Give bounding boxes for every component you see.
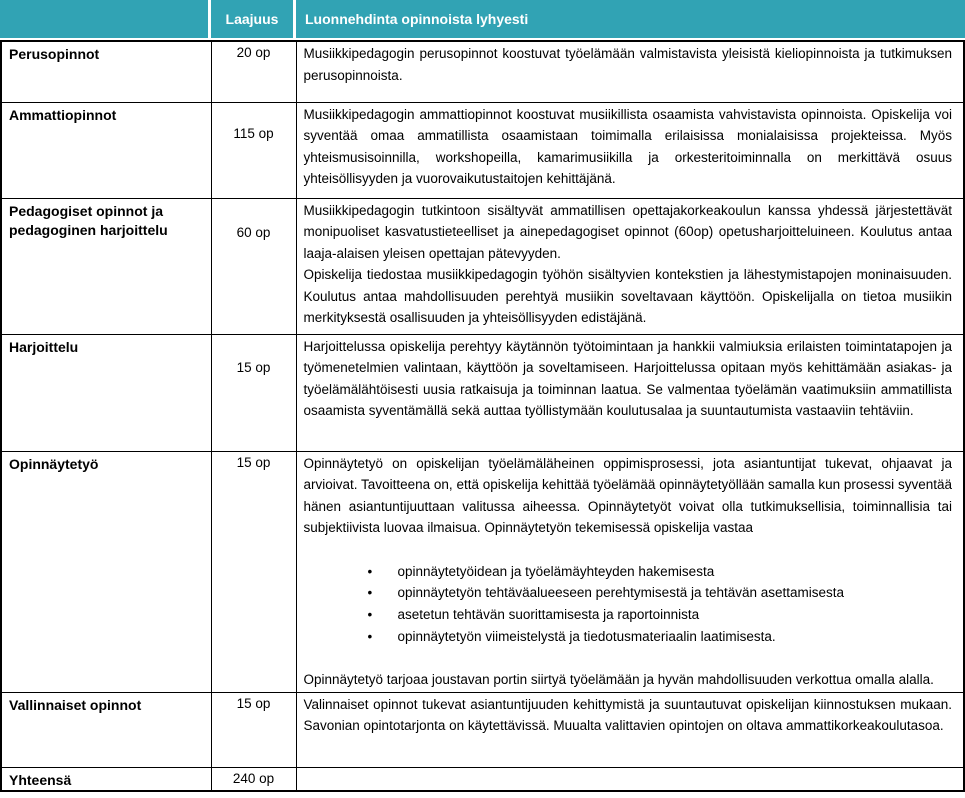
row-title: Pedagogiset opinnot ja pedagoginen harjoittelu bbox=[1, 198, 211, 334]
thesis-task-item: • asetetun tehtävän suorittamisesta ja raportoinnista bbox=[368, 604, 953, 626]
row-title: Perusopinnot bbox=[1, 41, 211, 102]
table-row-yhteensa bbox=[1, 767, 964, 791]
row-credits: 115 op bbox=[211, 102, 296, 198]
table-row-opinnaytetyo bbox=[1, 451, 964, 692]
description-paragraph: Valinnaiset opinnot tukevat asiantuntijuuden kehittymistä ja suuntautuvat opiskelijan kiinnostuksen mukaan. Savonian opintotarjonta on käytettävissä. Muualta valittavien opintojen on oltava ammattikorkeakoulutasoa. bbox=[303, 696, 952, 734]
header-cell-description: Luonnehdinta opinnoista lyhyesti bbox=[296, 0, 965, 38]
row-title: Vallinnaiset opinnot bbox=[1, 692, 211, 767]
row-credits: 15 op bbox=[211, 692, 296, 767]
row-title: Ammattiopinnot bbox=[1, 102, 211, 198]
table-header-row bbox=[0, 0, 965, 38]
description-paragraph: Harjoittelussa opiskelija perehtyy käytännön työtoimintaan ja hankkii valmiuksia erilaisten toimintatapojen ja työmenetelmien valintaan, käyttöön ja soveltamiseen. Harjoittelussa opitaan myös kehittämään asiakas- ja työelämälähtöisesti uusia ratkaisuja ja toiminnan laatua. Se valmentaa työelämän vaatimuksiin ammatillista osaamista syventämällä sekä auttaa työllistymään koulutusalaa ja suuntautumista vastaaviin tehtäviin. bbox=[303, 338, 952, 419]
thesis-task-item: • opinnäytetyöidean ja työelämäyhteyden hakemisesta bbox=[368, 561, 953, 583]
row-title: Opinnäytetyö bbox=[1, 451, 211, 692]
row-description bbox=[296, 198, 964, 334]
row-description bbox=[296, 334, 964, 451]
table-row-pedagogiset-opinnot bbox=[1, 198, 964, 334]
thesis-task-item: • opinnäytetyön viimeistelystä ja tiedotusmateriaalin laatimisesta. bbox=[368, 626, 953, 648]
degree-structure-table bbox=[0, 40, 965, 792]
description-paragraph: Opiskelija tiedostaa musiikkipedagogin työhön sisältyvien kontekstien ja lähestymistapojen moninaisuuden. Koulutus antaa mahdollisuuden perehtyä musiikin soveltavaan käyttöön. Opiskelijalla on tietoa musiikin merkityksestä osallisuuden ja yhteisöllisyyden edistäjänä. bbox=[303, 267, 952, 326]
row-credits: 15 op bbox=[211, 451, 296, 692]
row-description bbox=[296, 451, 964, 692]
table-row-valinnaiset-opinnot bbox=[1, 692, 964, 767]
row-description bbox=[296, 692, 964, 767]
row-credits: 15 op bbox=[211, 334, 296, 451]
table-row-perusopinnot bbox=[1, 41, 964, 102]
description-paragraph: Musiikkipedagogin tutkintoon sisältyvät ammatillisen opettajakorkeakoulun kanssa yhdessä järjestettävät monipuoliset kasvatustieteelliset ja ainepedagogiset opinnot (60op) opetusharjoitteluineen. Koulutus antaa laaja-alaisen yleisen opettajan pätevyyden. bbox=[303, 202, 952, 261]
table-row-ammattiopinnot bbox=[1, 102, 964, 198]
row-title: Yhteensä bbox=[1, 767, 211, 791]
thesis-task-list bbox=[368, 561, 953, 647]
description-paragraph: Musiikkipedagogin ammattiopinnot koostuvat musiikillista osaamista vahvistavista opinnoista. Opiskelija voi syventää omaa ammatillista osaamistaan toimimalla erilaisissa monialaisissa projekteissa. Myös yhteismusisoinnilla, workshopeilla, kamarimusiikilla ja orkesteritoiminnalla on merkittävä osuus yhteisöllisyyden ja vuorovaikutustaitojen kehittäjänä. bbox=[303, 106, 952, 187]
header-cell-empty bbox=[0, 0, 208, 38]
description-paragraph: Opinnäytetyö on opiskelijan työelämäläheinen oppimisprosessi, jota asiantuntijat tukevat, ohjaavat ja arvioivat. Tavoitteena on, että opiskelija kehittää työelämää opinnäytetyöllään samalla kun prosessi syventää hänen asiantuntijuuttaan valitussa aiheessa. Opinnäytetyöt voivat olla tutkimuksellisia, toiminnallisia tai subjektiivista luovaa ilmaisua. Opinnäytetyön tekemisessä opiskelija vastaa bbox=[303, 455, 952, 536]
row-description bbox=[296, 767, 964, 791]
row-credits: 60 op bbox=[211, 198, 296, 334]
row-credits: 240 op bbox=[211, 767, 296, 791]
row-credits: 20 op bbox=[211, 41, 296, 102]
description-paragraph: Opinnäytetyö tarjoaa joustavan portin siirtyä työelämään ja hyvän mahdollisuuden verkottua omalla alalla. bbox=[303, 672, 934, 688]
table-row-harjoittelu bbox=[1, 334, 964, 451]
row-title: Harjoittelu bbox=[1, 334, 211, 451]
header-cell-laajuus: Laajuus bbox=[211, 0, 293, 38]
description-paragraph: Musiikkipedagogin perusopinnot koostuvat työelämään valmistavista yleisistä kieliopinnoista ja tutkimuksen perusopinnoista. bbox=[303, 46, 952, 83]
thesis-task-item: • opinnäytetyön tehtäväalueeseen perehtymisestä ja tehtävän asettamisesta bbox=[368, 582, 953, 604]
row-description bbox=[296, 102, 964, 198]
row-description bbox=[296, 41, 964, 102]
